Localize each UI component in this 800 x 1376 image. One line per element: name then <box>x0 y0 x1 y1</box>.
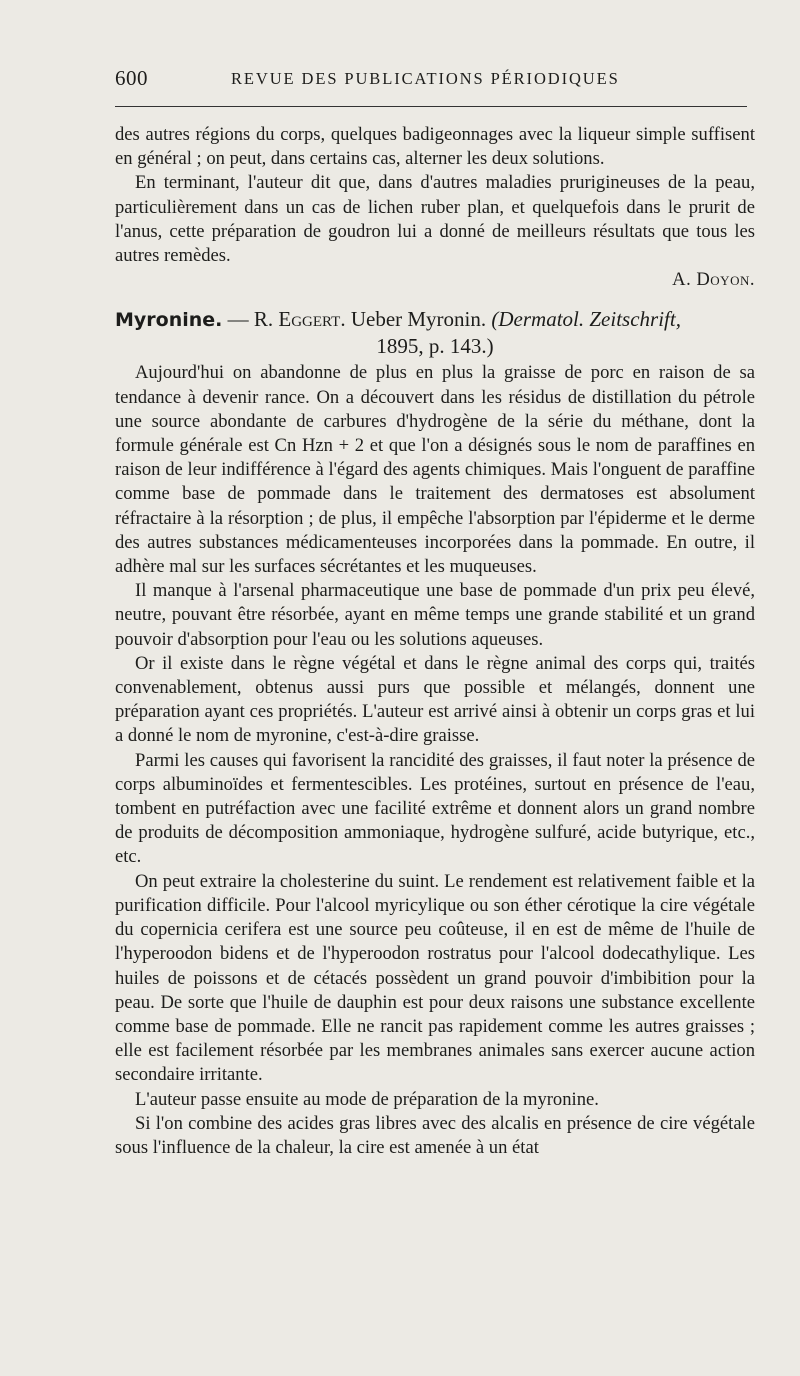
article-paragraph: Si l'on combine des acides gras libres avec des alcalis en présence de cire végétale sous l'influence de la chaleur, la cire est amenée à un état <box>115 1112 755 1158</box>
article-paragraph: Parmi les causes qui favorisent la rancidité des graisses, il faut noter la présence de corps albuminoïdes et fermentescibles. Les protéines, surtout en présence de l'eau, tombent en putréfaction avec une facilité extrême et donnent alors un grand nombre de produits de décomposition ammoniaque, hydrogène sulfuré, acide butyrique, etc., etc. <box>115 749 755 868</box>
article-paragraph: On peut extraire la cholesterine du suint. Le rendement est relativement faible et la purification difficile. Pour l'alcool myricylique ou son éther cérotique la cire végétale du copernicia cerifera est une source peu coûteuse, il en est de même de l'huile de l'hyperoodon bidens et de l'hyperoodon rostratus pour l'alcool dodecathylique. Les huiles de poissons et de cétacés possèdent un grand pouvoir d'imbibition pour la peau. De sorte que l'huile de dauphin est pour deux raisons une substance excellente comme base de pommade. Elle ne rancit pas rapidement comme les autres graisses ; elle est facilement résorbée par les membranes animales sans exercer aucune action secondaire irritante. <box>115 870 755 1086</box>
header-rule <box>115 106 747 107</box>
running-title: REVUE DES PUBLICATIONS PÉRIODIQUES <box>231 69 620 88</box>
article-paragraph: Aujourd'hui on abandonne de plus en plus la graisse de porc en raison de sa tendance à devenir rance. On a découvert dans les résidus de distillation du pétrole une source abondante de carbures d'hydrogène de la série du méthane, dont la formule générale est Cn Hzn + 2 et que l'on a désignés sous le nom de paraffines en raison de leur indifférence à l'égard des agents chimiques. Mais l'onguent de paraffine comme base de pommade dans le traitement des dermatoses est absolument réfractaire à la résorption ; de plus, il empêche l'absorption par l'épiderme et le derme des autres substances médicamenteuses incorporées dans la pommade. En outre, il adhère mal sur les surfaces sécrétantes et les muqueuses. <box>115 362 755 578</box>
citation: 1895, p. 143.) <box>376 334 494 359</box>
heading-dash: — <box>227 307 249 332</box>
original-title: Ueber Myronin. <box>350 307 487 332</box>
closing-paragraph: En terminant, l'auteur dit que, dans d'autres maladies prurigineuses de la peau, particulièrement dans un cas de lichen ruber plan, et quelquefois dans le prurit de l'anus, cette préparation de goudron lui a donné de meilleurs résultats que tous les autres remèdes. <box>115 172 755 267</box>
article-heading <box>115 306 755 359</box>
article-paragraph: L'auteur passe ensuite au mode de préparation de la myronine. <box>135 1088 599 1110</box>
page-number: 600 <box>115 66 148 90</box>
journal-name: (Dermatol. Zeitschrift, <box>491 307 681 332</box>
article-author: R. Eggert. <box>253 307 346 332</box>
article-paragraph: Il manque à l'arsenal pharmaceutique une base de pommade d'un prix peu élevé, neutre, pouvant être résorbée, ayant en même temps une grande stabilité et un grand pouvoir d'absorption pour l'eau ou les solutions aqueuses. <box>115 580 755 650</box>
intro-paragraph: des autres régions du corps, quelques badigeonnages avec la liqueur simple suffisent en général ; on peut, dans certains cas, alterner les deux solutions. <box>115 124 755 170</box>
article-paragraph: Or il existe dans le règne végétal et dans le règne animal des corps qui, traités convenablement, obtenus aussi purs que possible et mélangés, donnent une préparation ayant ces propriétés. L'auteur est arrivé ainsi à obtenir un corps gras et lui a donné le nom de myronine, c'est-à-dire graisse. <box>115 652 755 747</box>
page-header <box>115 66 755 100</box>
body-text <box>115 123 755 1160</box>
article-title: Myronine. <box>115 309 223 332</box>
signature: A. Doyon. <box>672 269 755 291</box>
signature-line <box>115 268 755 292</box>
